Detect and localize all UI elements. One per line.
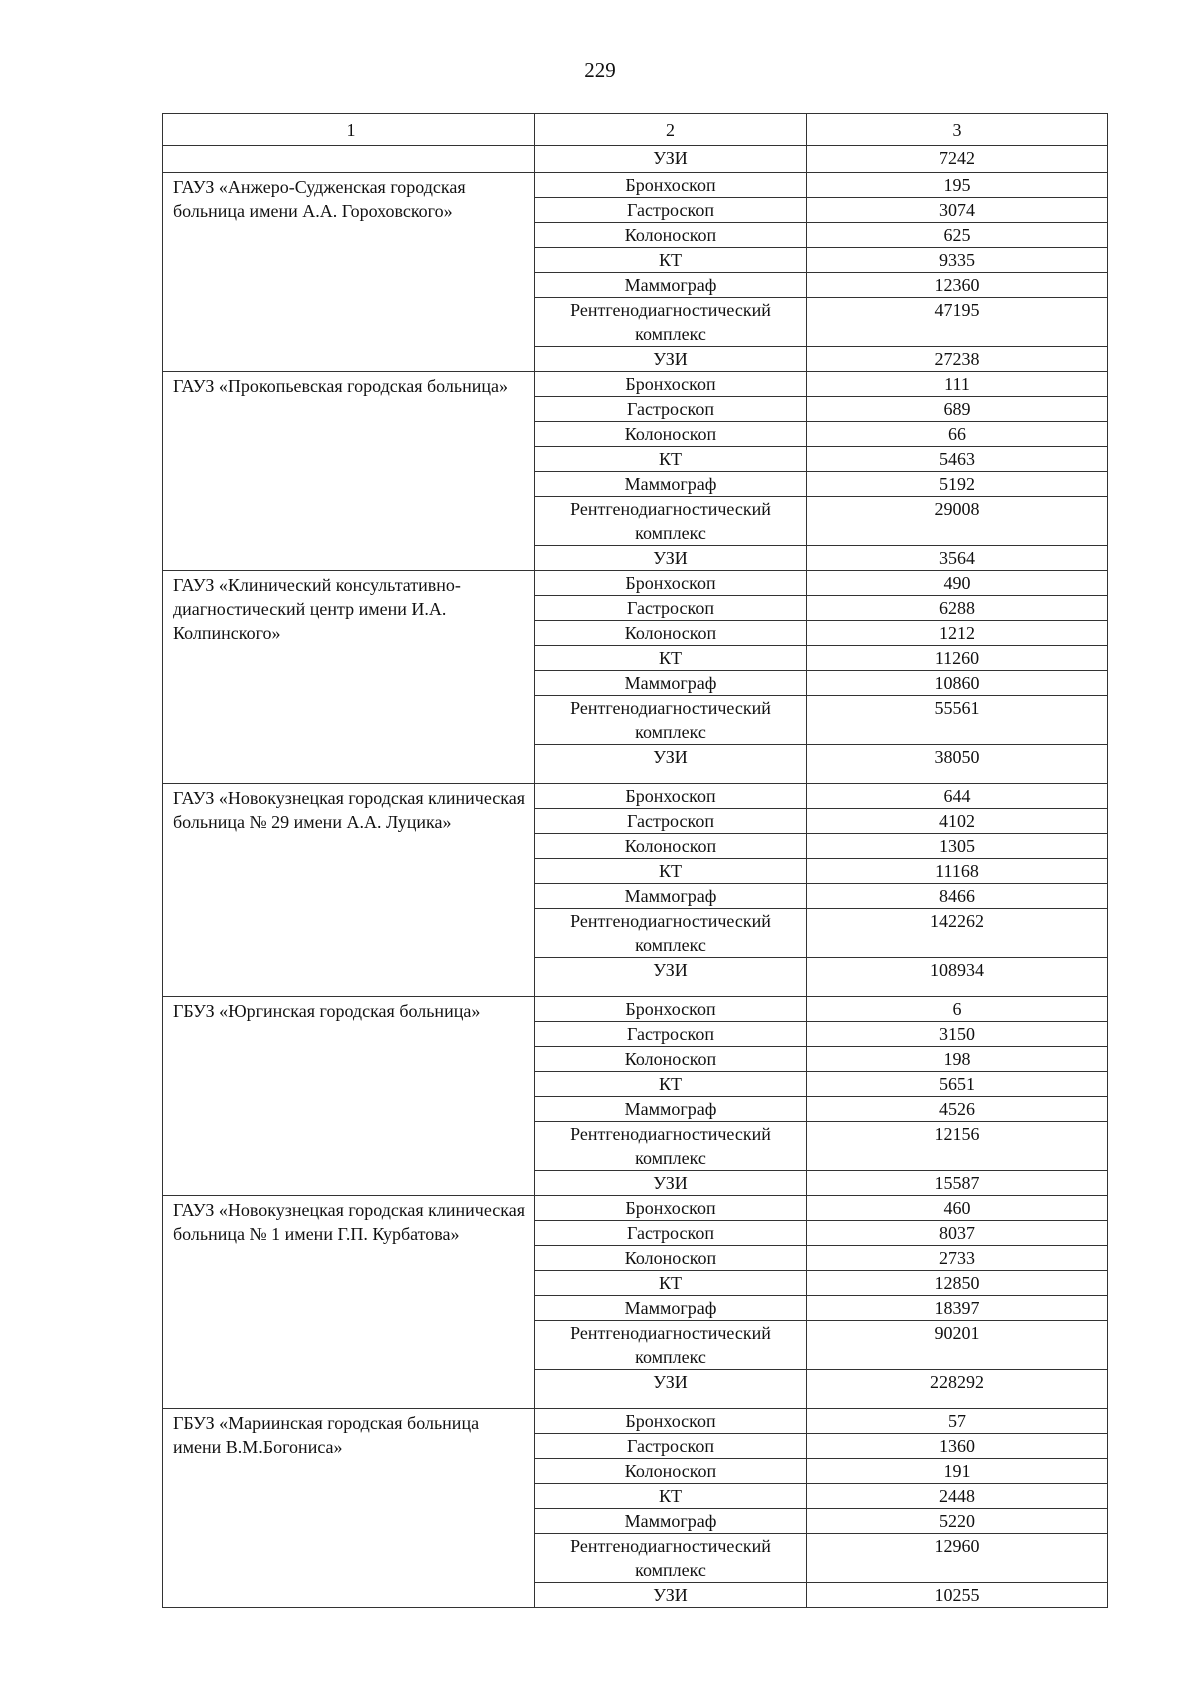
device-cell: Бронхоскоп: [535, 783, 807, 808]
device-cell: УЗИ: [535, 1582, 807, 1607]
organization-cell: [163, 146, 535, 173]
value-cell: 5220: [807, 1508, 1108, 1533]
device-cell: Рентгенодиагностический комплекс: [535, 1121, 807, 1170]
table-body: [163, 114, 1108, 1608]
value-cell: 689: [807, 396, 1108, 421]
device-cell: Бронхоскоп: [535, 371, 807, 396]
value-cell: 57: [807, 1408, 1108, 1433]
value-cell: 9335: [807, 247, 1108, 272]
value-cell: 460: [807, 1195, 1108, 1220]
value-cell: 5192: [807, 471, 1108, 496]
value-cell: 66: [807, 421, 1108, 446]
device-cell: УЗИ: [535, 744, 807, 783]
device-cell: УЗИ: [535, 957, 807, 996]
value-cell: 490: [807, 570, 1108, 595]
device-cell: Колоноскоп: [535, 833, 807, 858]
organization-cell: ГБУЗ «Мариинская городская больница имени В.М.Богониса»: [163, 1408, 535, 1607]
device-cell: Бронхоскоп: [535, 1408, 807, 1433]
device-cell: Гастроскоп: [535, 808, 807, 833]
device-cell: Гастроскоп: [535, 396, 807, 421]
value-cell: 11168: [807, 858, 1108, 883]
device-cell: УЗИ: [535, 1369, 807, 1408]
value-cell: 108934: [807, 957, 1108, 996]
value-cell: 47195: [807, 297, 1108, 346]
value-cell: 1305: [807, 833, 1108, 858]
device-cell: УЗИ: [535, 146, 807, 173]
table-row: [163, 172, 1108, 197]
device-cell: Маммограф: [535, 1295, 807, 1320]
value-cell: 12156: [807, 1121, 1108, 1170]
table-row: [163, 371, 1108, 396]
device-cell: Маммограф: [535, 471, 807, 496]
value-cell: 644: [807, 783, 1108, 808]
device-cell: КТ: [535, 858, 807, 883]
device-cell: Бронхоскоп: [535, 996, 807, 1021]
device-cell: Колоноскоп: [535, 421, 807, 446]
value-cell: 195: [807, 172, 1108, 197]
value-cell: 1360: [807, 1433, 1108, 1458]
device-cell: Бронхоскоп: [535, 1195, 807, 1220]
device-cell: Гастроскоп: [535, 1021, 807, 1046]
device-cell: Рентгенодиагностический комплекс: [535, 695, 807, 744]
value-cell: 11260: [807, 645, 1108, 670]
organization-cell: ГБУЗ «Юргинская городская больница»: [163, 996, 535, 1195]
page-number: 229: [584, 58, 616, 82]
value-cell: 3074: [807, 197, 1108, 222]
device-cell: Колоноскоп: [535, 1245, 807, 1270]
value-cell: 191: [807, 1458, 1108, 1483]
value-cell: 5463: [807, 446, 1108, 471]
device-cell: Колоноскоп: [535, 1458, 807, 1483]
device-cell: Колоноскоп: [535, 222, 807, 247]
device-cell: УЗИ: [535, 545, 807, 570]
value-cell: 27238: [807, 346, 1108, 371]
header-row: [163, 114, 1108, 146]
value-cell: 5651: [807, 1071, 1108, 1096]
value-cell: 2448: [807, 1483, 1108, 1508]
equipment-table: [162, 113, 1108, 1608]
device-cell: Маммограф: [535, 1508, 807, 1533]
value-cell: 15587: [807, 1170, 1108, 1195]
value-cell: 38050: [807, 744, 1108, 783]
table-row: [163, 1195, 1108, 1220]
table-row: [163, 570, 1108, 595]
device-cell: Бронхоскоп: [535, 172, 807, 197]
table-row: [163, 783, 1108, 808]
value-cell: 228292: [807, 1369, 1108, 1408]
value-cell: 90201: [807, 1320, 1108, 1369]
value-cell: 111: [807, 371, 1108, 396]
value-cell: 7242: [807, 146, 1108, 173]
organization-cell: ГАУЗ «Клинический консультативно-диагностический центр имени И.А. Колпинского»: [163, 570, 535, 783]
table-row: [163, 146, 1108, 173]
device-cell: Рентгенодиагностический комплекс: [535, 297, 807, 346]
value-cell: 198: [807, 1046, 1108, 1071]
device-cell: Маммограф: [535, 1096, 807, 1121]
header-cell-2: 2: [535, 114, 807, 146]
device-cell: КТ: [535, 247, 807, 272]
device-cell: Гастроскоп: [535, 1220, 807, 1245]
device-cell: Гастроскоп: [535, 595, 807, 620]
device-cell: КТ: [535, 1483, 807, 1508]
device-cell: КТ: [535, 1071, 807, 1096]
device-cell: КТ: [535, 645, 807, 670]
organization-cell: ГАУЗ «Новокузнецкая городская клиническая больница № 29 имени А.А. Луцика»: [163, 783, 535, 996]
value-cell: 142262: [807, 908, 1108, 957]
value-cell: 10860: [807, 670, 1108, 695]
header-cell-1: 1: [163, 114, 535, 146]
header-cell-3: 3: [807, 114, 1108, 146]
value-cell: 4526: [807, 1096, 1108, 1121]
organization-cell: ГАУЗ «Анжеро-Судженская городская больница имени А.А. Гороховского»: [163, 172, 535, 371]
value-cell: 29008: [807, 496, 1108, 545]
value-cell: 8466: [807, 883, 1108, 908]
device-cell: Гастроскоп: [535, 197, 807, 222]
value-cell: 55561: [807, 695, 1108, 744]
device-cell: УЗИ: [535, 346, 807, 371]
device-cell: Рентгенодиагностический комплекс: [535, 496, 807, 545]
device-cell: Колоноскоп: [535, 1046, 807, 1071]
device-cell: Рентгенодиагностический комплекс: [535, 1320, 807, 1369]
value-cell: 12850: [807, 1270, 1108, 1295]
organization-cell: ГАУЗ «Прокопьевская городская больница»: [163, 371, 535, 570]
value-cell: 18397: [807, 1295, 1108, 1320]
value-cell: 2733: [807, 1245, 1108, 1270]
device-cell: Колоноскоп: [535, 620, 807, 645]
device-cell: КТ: [535, 1270, 807, 1295]
device-cell: Маммограф: [535, 883, 807, 908]
value-cell: 12960: [807, 1533, 1108, 1582]
device-cell: Маммограф: [535, 670, 807, 695]
device-cell: Бронхоскоп: [535, 570, 807, 595]
organization-cell: ГАУЗ «Новокузнецкая городская клиническая больница № 1 имени Г.П. Курбатова»: [163, 1195, 535, 1408]
device-cell: Рентгенодиагностический комплекс: [535, 908, 807, 957]
value-cell: 8037: [807, 1220, 1108, 1245]
table-row: [163, 996, 1108, 1021]
value-cell: 4102: [807, 808, 1108, 833]
device-cell: УЗИ: [535, 1170, 807, 1195]
device-cell: Маммограф: [535, 272, 807, 297]
device-cell: Рентгенодиагностический комплекс: [535, 1533, 807, 1582]
value-cell: 10255: [807, 1582, 1108, 1607]
value-cell: 12360: [807, 272, 1108, 297]
value-cell: 3150: [807, 1021, 1108, 1046]
value-cell: 625: [807, 222, 1108, 247]
value-cell: 1212: [807, 620, 1108, 645]
value-cell: 6288: [807, 595, 1108, 620]
device-cell: КТ: [535, 446, 807, 471]
value-cell: 6: [807, 996, 1108, 1021]
device-cell: Гастроскоп: [535, 1433, 807, 1458]
value-cell: 3564: [807, 545, 1108, 570]
table-row: [163, 1408, 1108, 1433]
